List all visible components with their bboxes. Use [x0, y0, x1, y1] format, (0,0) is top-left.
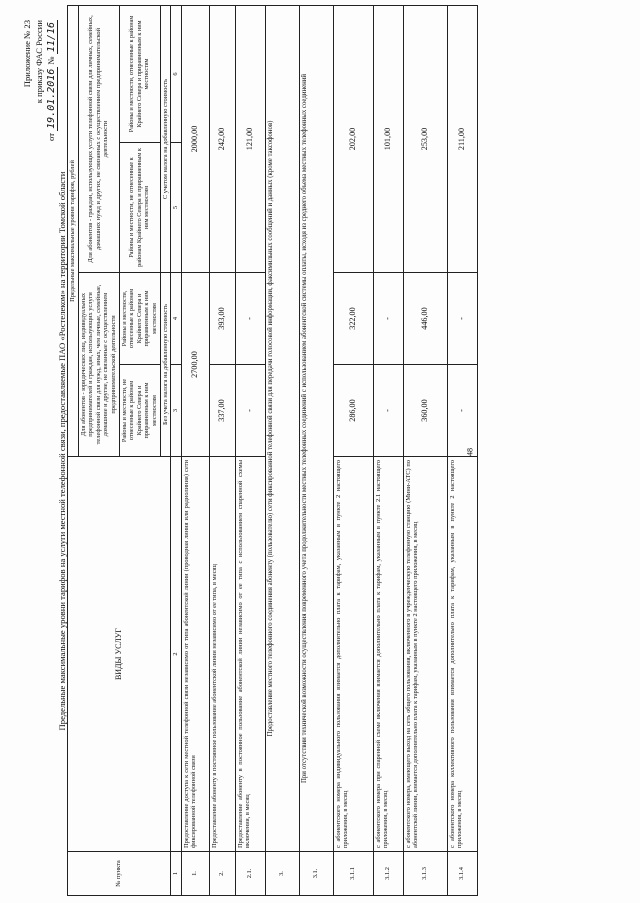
- tariff-value: 337,00: [209, 365, 235, 457]
- header-a-north: Районы и местности, отнесенные к районам Крайнего Севера и приравненным к ним местностям: [119, 273, 160, 365]
- column-numbers-row: [171, 5, 182, 895]
- number-prefix: №: [46, 56, 56, 65]
- tariff-value: 322,00: [333, 273, 373, 365]
- tariff-value: 2700,00: [181, 273, 209, 457]
- service-text: Предоставление абоненту в постоянное пользование абонентской линии независимо от ее типа, в месяц: [209, 457, 235, 852]
- service-text: с абонентского номера при спаренной схеме включения взимается дополнительно плата к тарифам, указанным в пункте 2.1 настоящего приложения, в месяц: [373, 457, 403, 852]
- row-num: 3.1.2: [373, 852, 403, 896]
- tariff-value: 121,00: [235, 5, 265, 272]
- tariff-value: 286,00: [333, 365, 373, 457]
- tariff-value: 446,00: [403, 273, 447, 365]
- header-row-1: [68, 5, 79, 895]
- row-num: 3.1.: [299, 852, 333, 896]
- row-num: 1.: [181, 852, 209, 896]
- table-row: [447, 5, 477, 895]
- tariff-value: 211,00: [447, 5, 477, 272]
- appendix-block: [21, 20, 58, 250]
- header-group-a: Для абонентов - юридических лиц, индивидуальных предпринимателей и граждан, использующих услуги телефонной связи для нужд, иных, чем личные, семейные, домашние и другие, не связанные с осуществлением предпринимательской деятельности: [78, 273, 119, 457]
- section-heading: При отсутствии технической возможности осуществления повременного учета продолжительности местных телефонных соединений с использованием абонентской системы оплаты, исходя из среднего объема местных телефонных соединений: [299, 5, 333, 851]
- tariff-value: 202,00: [333, 5, 373, 272]
- tariff-value: 360,00: [403, 365, 447, 457]
- row-num: 3.: [265, 852, 299, 896]
- table-row: [209, 5, 235, 895]
- header-services: ВИДЫ УСЛУГ: [68, 457, 171, 852]
- rotated-content: [5, 6, 635, 896]
- tariff-value: -: [235, 365, 265, 457]
- colnum-2: 2: [171, 457, 182, 852]
- tariff-value: 393,00: [209, 273, 235, 365]
- appendix-line2: к приказу ФАС России: [34, 20, 44, 104]
- appendix-line1: Приложение № 23: [22, 20, 32, 88]
- header-a-not-north: Районы и местности, не отнесенные к районам Крайнего Севера и приравненным к ним местностям: [119, 365, 160, 457]
- tariff-value: 2000,00: [181, 5, 209, 272]
- table-row: [265, 5, 299, 895]
- tariff-value: -: [447, 365, 477, 457]
- table-row: [235, 5, 265, 895]
- colnum-3: 3: [171, 365, 182, 457]
- colnum-5: 5: [171, 143, 182, 273]
- table-row: [299, 5, 333, 895]
- row-num: 2.1.: [235, 852, 265, 896]
- tariff-table: [67, 5, 478, 896]
- service-text: с абонентского номера, имеющего выход на сеть общего пользования, включенного в учрежденческую телефонную станцию (Мини-АТС) по абонентской линии, взимается дополнительно плата к тарифам, указанным в пункте 2 настоящего приложения, в месяц: [403, 457, 447, 852]
- page-number: 48: [465, 448, 475, 456]
- handwritten-date: 19.01.2016: [46, 68, 57, 129]
- header-group-b: Для абонентов - граждан, использующих услуги телефонной связи для личных, семейных, домашних нужд и других, не связанных с осуществлением предпринимательской деятельности: [78, 5, 119, 272]
- colnum-4: 4: [171, 273, 182, 365]
- table-row: [333, 5, 373, 895]
- service-text: с абонентского номера коллективного пользования взимается дополнительно плата к тарифам, указанным в пункте 2 настоящего приложения, в месяц: [447, 457, 477, 852]
- section-heading: Предоставление местного телефонного соединения абоненту (пользователю) сети фиксированной телефонной связи для передачи голосовой информации, факсимильных сообщений и данных (кроме таксофонов): [265, 5, 299, 851]
- tariff-value: 101,00: [373, 5, 403, 272]
- table-row: [373, 5, 403, 895]
- header-vat-with: С учетом налога на добавленную стоимость: [160, 5, 171, 272]
- table-row: [403, 5, 447, 895]
- row-num: 3.1.4: [447, 852, 477, 896]
- date-prefix: от: [46, 133, 56, 141]
- tariff-value: -: [373, 273, 403, 365]
- header-b-not-north: Районы и местности, не отнесенные к районам Крайнего Севера и приравненным к ним местностям: [119, 143, 160, 273]
- header-num: № пункта: [68, 852, 171, 896]
- header-vat-without: Без учета налога на добавленную стоимость: [160, 273, 171, 457]
- colnum-6: 6: [171, 5, 182, 142]
- row-num: 3.1.3: [403, 852, 447, 896]
- header-b-north: Районы и местности, отнесенные к районам Крайнего Севера и приравненным к ним местностям: [119, 5, 160, 142]
- service-text: Предоставление доступа к сети местной телефонной связи независимо от типа абонентской линии (проводная линия или радиолиния) сети фиксированной телефонной связи: [181, 457, 209, 852]
- colnum-1: 1: [171, 852, 182, 896]
- tariff-value: 242,00: [209, 5, 235, 272]
- tariff-value: -: [447, 273, 477, 365]
- tariff-value: -: [373, 365, 403, 457]
- tariff-value: 253,00: [403, 5, 447, 272]
- service-text: с абонентского номера индивидуального пользования взимается дополнительно плата к тарифам, указанным в пункте 2 настоящего приложения, в месяц: [333, 457, 373, 852]
- handwritten-number: 11/16: [46, 22, 57, 53]
- header-max-levels: Предельные максимальные уровни тарифов, рублей: [68, 5, 79, 456]
- tariff-value: -: [235, 273, 265, 365]
- document-title: Предельные максимальные уровни тарифов на услуги местной телефонной связи, предоставляемые ПАО «Ростелеком» на территории Томской области: [57, 171, 67, 731]
- row-num: 2.: [209, 852, 235, 896]
- service-text: Предоставление абоненту в постоянное пользование абонентской линии независимо от ее типа с использованием спаренной схемы включения, в месяц: [235, 457, 265, 852]
- row-num: 3.1.1: [333, 852, 373, 896]
- table-row: [181, 5, 209, 895]
